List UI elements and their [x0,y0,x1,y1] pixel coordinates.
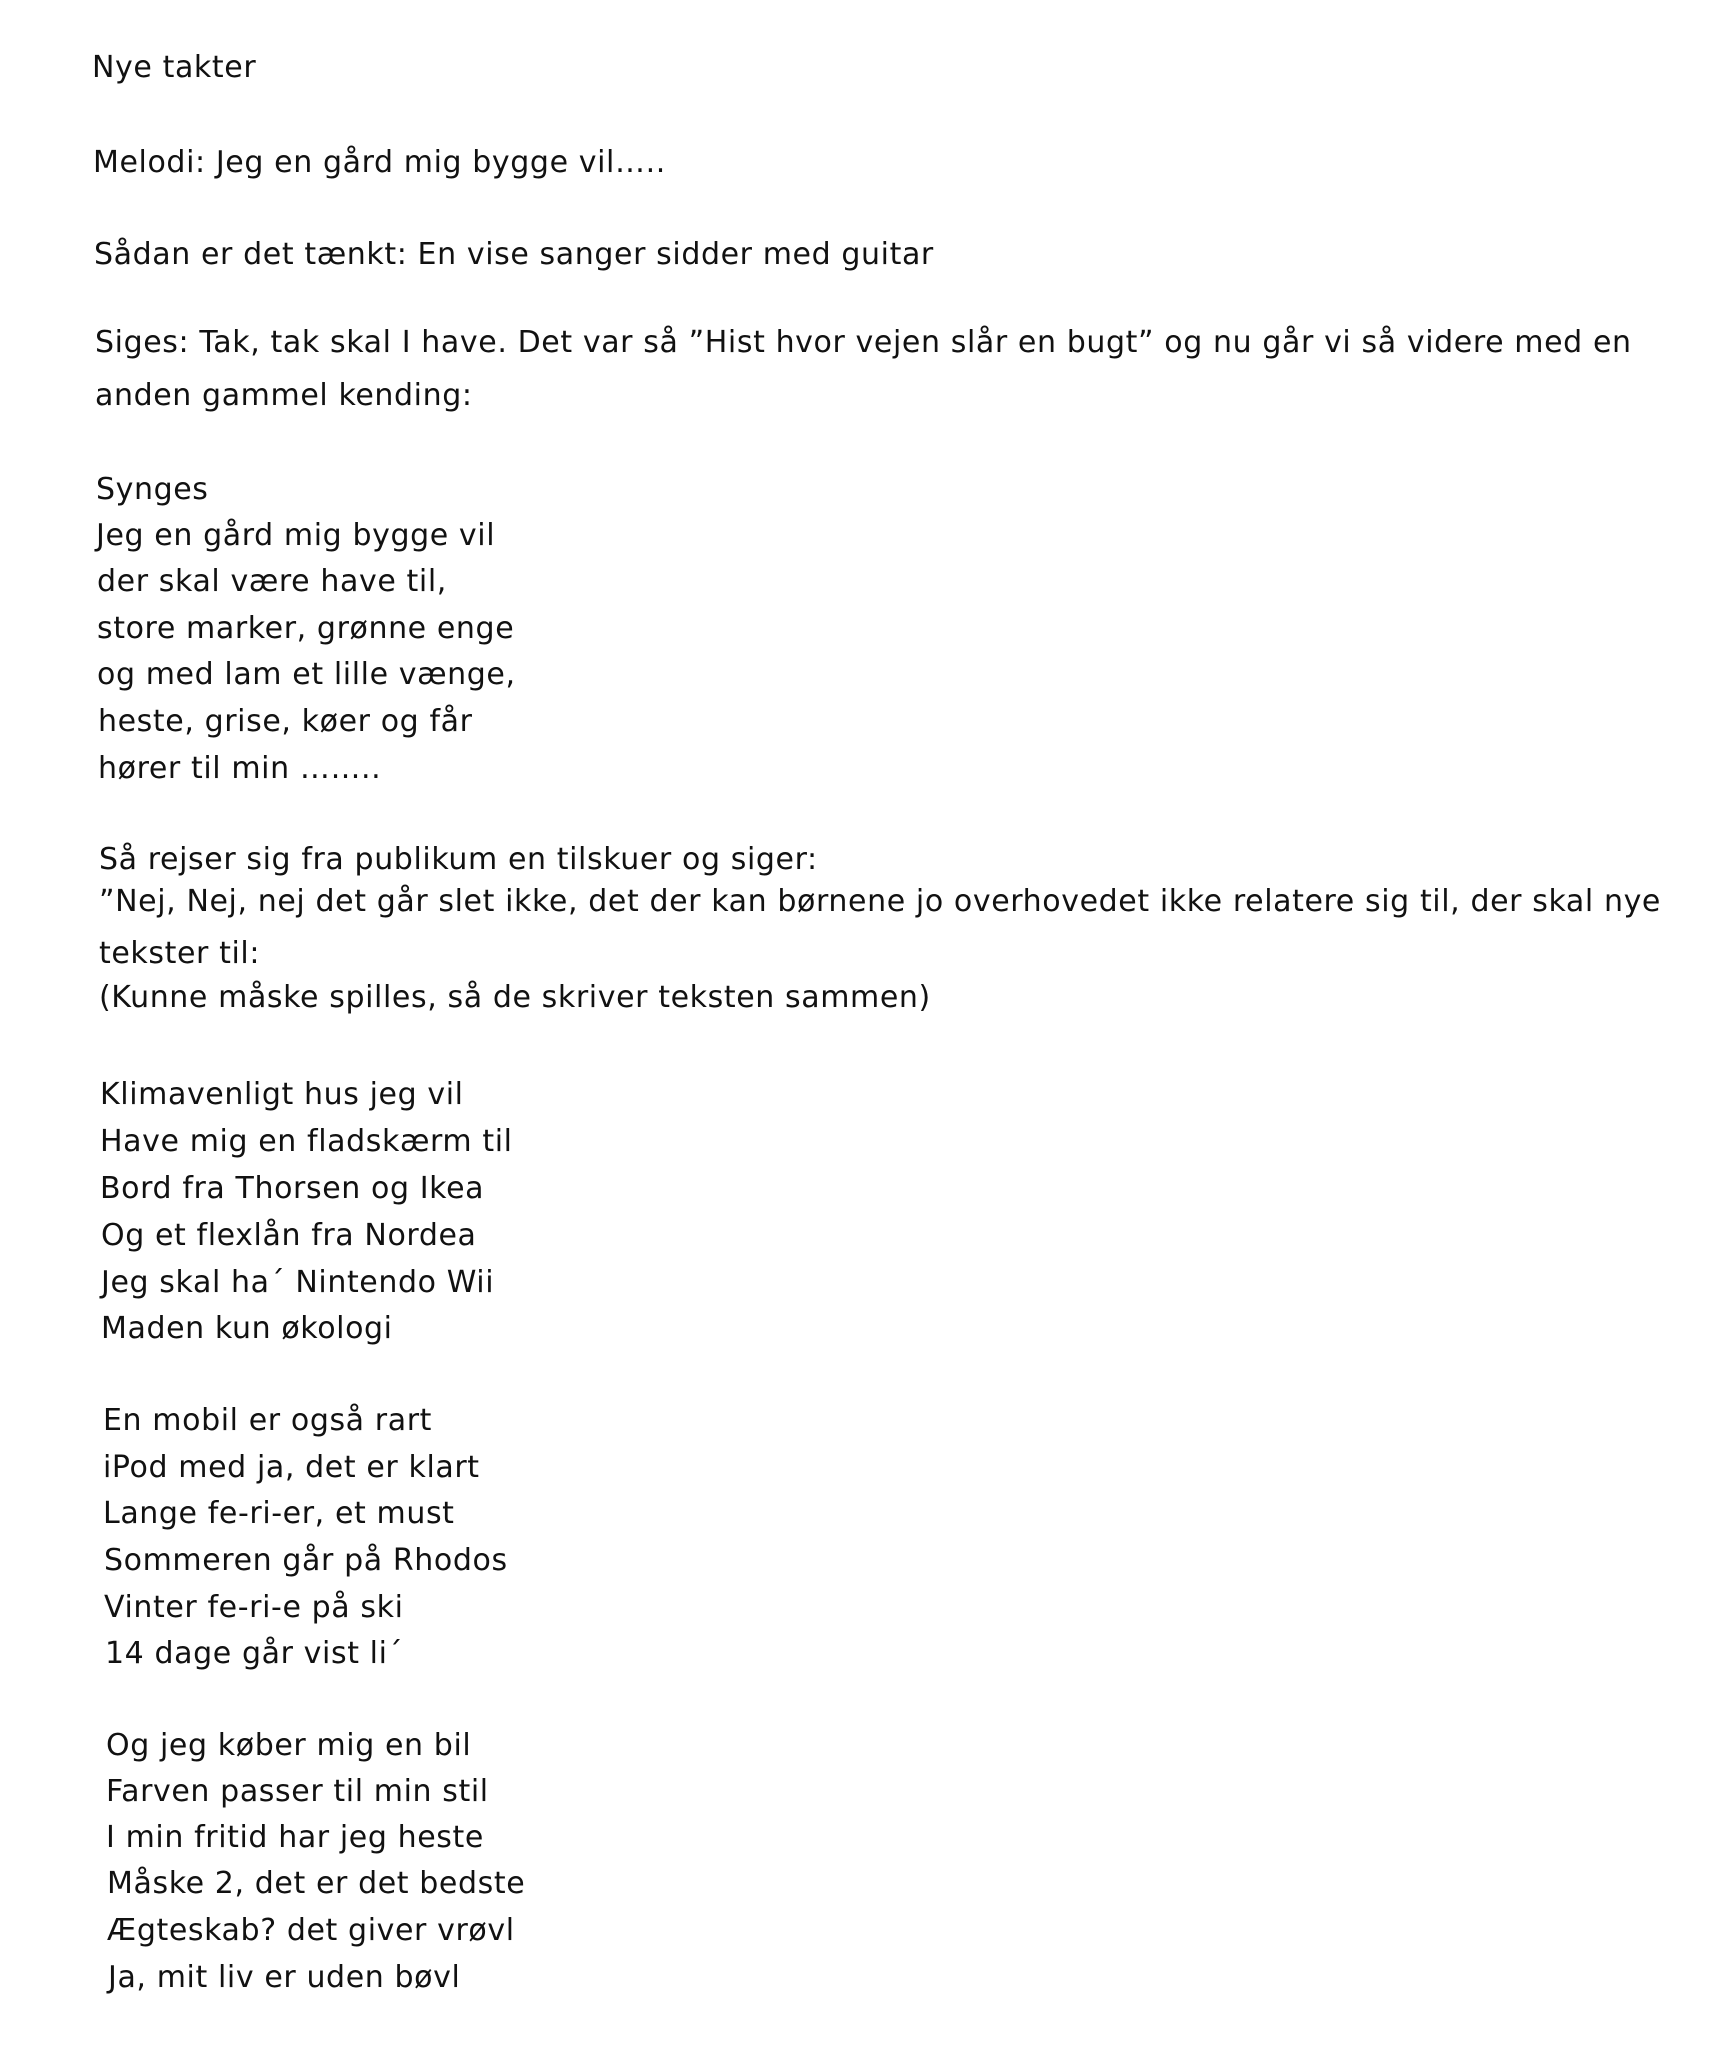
verse1-line: Jeg skal ha´ Nintendo Wii [101,1265,495,1300]
verse2-line: iPod med ja, det er klart [103,1450,480,1485]
verse-line: hører til min …….. [98,751,382,786]
verse-line: og med lam et lille vænge, [97,657,516,692]
melody-line: Melodi: Jeg en gård mig bygge vil….. [93,145,666,180]
stage-direction: Så rejser sig fra publikum en tilskuer og siger: [99,842,818,877]
spectator-quote-line-1: ”Nej, Nej, nej det går slet ikke, det der kan børnene jo overhovedet ikke relatere sig til, der skal nye [99,884,1661,919]
verse1-line: Bord fra Thorsen og Ikea [100,1171,485,1206]
verse3-line: Måske 2, det er det bedste [107,1866,526,1901]
verse1-line: Maden kun økologi [101,1311,393,1346]
intro-line-2: anden gammel kending: [95,378,473,413]
verse2-line: 14 dage går vist li´ [105,1636,404,1671]
stage-note: (Kunne måske spilles, så de skriver teksten sammen) [99,980,931,1015]
verse3-line: Ja, mit liv er uden bøvl [108,1960,461,1995]
verse2-line: Lange fe-ri-er, et must [103,1496,455,1531]
verse1-line: Klimavenligt hus jeg vil [100,1077,464,1112]
verse3-line: I min fritid har jeg heste [106,1820,484,1855]
verse-line: store marker, grønne enge [97,611,515,646]
verse1-line: Og et flexlån fra Nordea [101,1218,477,1253]
intro-line-1: Siges: Tak, tak skal I have. Det var så ”Hist hvor vejen slår en bugt” og nu går vi så videre med en [95,325,1632,360]
verse-line: Jeg en gård mig bygge vil [96,518,496,553]
verse2-line: Vinter fe-ri-e på ski [104,1590,404,1625]
verse3-line: Og jeg køber mig en bil [106,1728,472,1763]
concept-line: Sådan er det tænkt: En vise sanger sidder med guitar [94,237,934,272]
verse2-line: Sommeren går på Rhodos [104,1543,508,1578]
verse3-line: Farven passer til min stil [106,1774,489,1809]
verse2-line: En mobil er også rart [103,1403,433,1438]
verse-line: heste, grise, køer og får [98,704,473,739]
verse1-line: Have mig en fladskærm til [100,1124,513,1159]
verse3-line: Ægteskab? det giver vrøvl [107,1913,515,1948]
verse-line: der skal være have til, [97,564,447,599]
spectator-quote-line-2: tekster til: [99,936,261,971]
sung-heading: Synges [96,472,209,507]
document-title: Nye takter [92,50,257,85]
